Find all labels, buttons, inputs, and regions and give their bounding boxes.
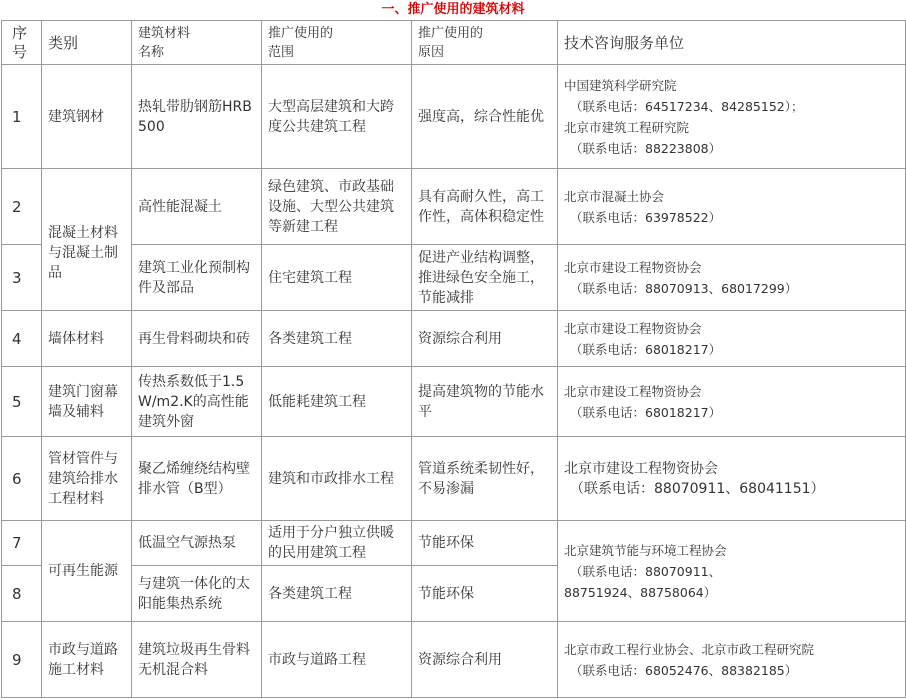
row-seq: 8 [2,566,42,622]
row-category: 可再生能源 [42,521,132,622]
page-title: 一、推广使用的建筑材料 [381,2,525,17]
row-reason: 提高建筑物的节能水平 [412,367,558,437]
row-scope: 适用于分户独立供暖的民用建筑工程 [262,521,412,566]
row-seq: 5 [2,367,42,437]
row-category: 管材管件与建筑给排水工程材料 [42,437,132,521]
row-seq: 6 [2,437,42,521]
header-reason: 推广使用的 原因 [412,21,558,65]
row-category: 市政与道路施工材料 [42,622,132,698]
row-name: 建筑垃圾再生骨料无机混合料 [132,622,262,698]
row-seq: 3 [2,245,42,311]
row-category: 建筑钢材 [42,65,132,169]
row-reason: 强度高，综合性能优 [412,65,558,169]
table-row [2,311,906,367]
table-row [2,367,906,437]
table-row [2,521,906,566]
row-service: 北京市政工程行业协会、北京市政工程研究院 （联系电话：68052476、88382185） [558,622,906,698]
row-reason: 促进产业结构调整，推进绿色安全施工，节能减排 [412,245,558,311]
row-name: 与建筑一体化的太阳能集热系统 [132,566,262,622]
header-category: 类别 [42,21,132,65]
row-name: 聚乙烯缠绕结构壁排水管（B型） [132,437,262,521]
row-seq: 9 [2,622,42,698]
header-service: 技术咨询服务单位 [558,21,906,65]
row-service: 北京市建设工程物资协会 （联系电话：88070911、68041151） [558,437,906,521]
row-scope: 低能耗建筑工程 [262,367,412,437]
row-service: 北京市建设工程物资协会 （联系电话：68018217） [558,311,906,367]
row-name: 再生骨料砌块和砖 [132,311,262,367]
row-seq: 1 [2,65,42,169]
row-scope: 绿色建筑、市政基础设施、大型公共建筑等新建工程 [262,169,412,245]
row-reason: 管道系统柔韧性好，不易渗漏 [412,437,558,521]
row-reason: 具有高耐久性，高工作性，高体积稳定性 [412,169,558,245]
row-reason: 节能环保 [412,521,558,566]
row-service: 北京市建设工程物资协会 （联系电话：88070913、68017299） [558,245,906,311]
row-service: 北京市混凝土协会 （联系电话：63978522） [558,169,906,245]
materials-table [1,20,906,698]
row-scope: 建筑和市政排水工程 [262,437,412,521]
table-row [2,169,906,245]
row-scope: 各类建筑工程 [262,311,412,367]
row-service: 北京市建设工程物资协会 （联系电话：68018217） [558,367,906,437]
row-scope: 大型高层建筑和大跨度公共建筑工程 [262,65,412,169]
row-seq: 7 [2,521,42,566]
row-scope: 各类建筑工程 [262,566,412,622]
header-name: 建筑材料 名称 [132,21,262,65]
row-name: 传热系数低于1.5W/m2.K的高性能建筑外窗 [132,367,262,437]
row-category: 墙体材料 [42,311,132,367]
table-row [2,622,906,698]
row-name: 建筑工业化预制构件及部品 [132,245,262,311]
row-service: 北京建筑节能与环境工程协会 （联系电话：88070911、 88751924、88758064） [558,521,906,622]
row-seq: 4 [2,311,42,367]
table-row [2,245,906,311]
table-row [2,437,906,521]
table-row [2,65,906,169]
header-scope: 推广使用的 范围 [262,21,412,65]
row-reason: 资源综合利用 [412,622,558,698]
row-category: 混凝土材料与混凝土制品 [42,169,132,311]
row-name: 高性能混凝土 [132,169,262,245]
row-name: 低温空气源热泵 [132,521,262,566]
header-seq: 序 号 [2,21,42,65]
row-seq: 2 [2,169,42,245]
row-scope: 市政与道路工程 [262,622,412,698]
row-name: 热轧带肋钢筋HRB500 [132,65,262,169]
row-reason: 资源综合利用 [412,311,558,367]
row-scope: 住宅建筑工程 [262,245,412,311]
row-category: 建筑门窗幕墙及辅料 [42,367,132,437]
header-row [2,21,906,65]
row-reason: 节能环保 [412,566,558,622]
row-service: 中国建筑科学研究院 （联系电话：64517234、84285152）； 北京市建筑工程研究院 （联系电话：88223808） [558,65,906,169]
